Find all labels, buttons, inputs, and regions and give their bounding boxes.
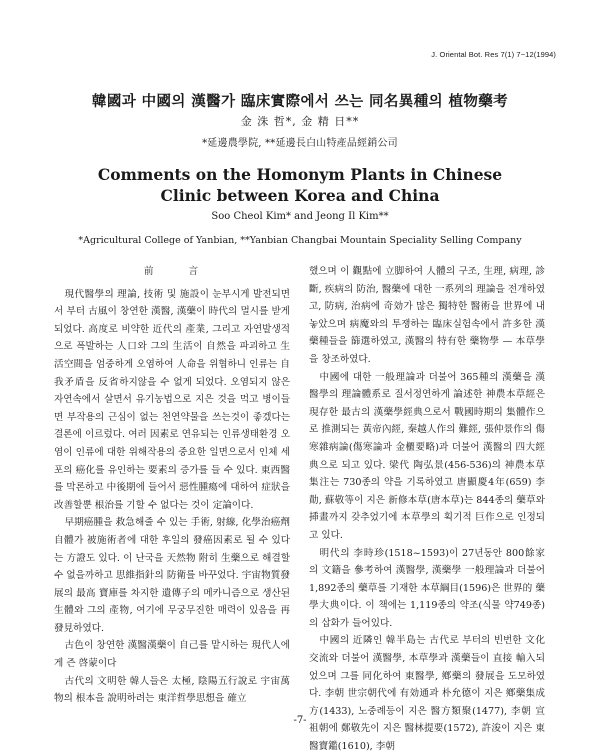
body-paragraph: 古代의 文明한 韓人들은 太極, 陰陽五行說로 宇宙萬物의 根本을 說明하려는 東洋哲學思想을 確立 <box>54 675 290 705</box>
korean-affiliation: *延邊農學院, **延邊長白山特產品經銷公司 <box>202 138 398 149</box>
journal-citation: J. Oriental Bot. Res 7(1) 7~12(1994) <box>431 50 556 59</box>
english-title-line-2: Clinic between Korea and China <box>160 186 440 205</box>
left-column <box>54 263 290 708</box>
korean-authors: 金 洙 哲*, 金 精 日** <box>240 115 360 128</box>
body-paragraph: 早期癌腫을 救急해줄 수 있는 手術, 射線, 化學治癌劑自體가 被施術者에 대한 후일의 發癌因素로 될 수 있다는 方證도 있다. 이 난국을 天然物 附히 生藥으로 해결할 수 없을까하고 思維指針의 防衛를 바꾸었다. 宇宙物質發展의 最高 寶庫를 차지한 遺傳子의 메카니즘으로 생산된 生體와 그의 產物, 여기에 무궁무진한 매력이 있음을 再發見하였다. <box>54 517 290 634</box>
english-affiliation: *Agricultural College of Yanbian, **Yanbian Changbai Mountain Speciality Selling Company <box>78 235 522 246</box>
body-paragraph: 했으며 이 觀點에 立脚하여 人體의 구조, 生理, 病理, 診斷, 疾病의 防治, 醫藥에 대한 一系列의 理論을 전개하였고, 防病, 治病에 奇効가 많은 獨特한 醫術을 世界에 내놓았으며 病魔와의 투쟁하는 臨床실험속에서 許多한 漢藥種들을 篩選하였고, 漢醫의 特有한 藥物學 — 本草學을 창조하였다. <box>309 266 545 365</box>
english-title <box>0 164 600 206</box>
body-paragraph: 現代醫學의 理論, 技術 및 施設이 눈부시게 발전되면서 부터 古風이 창연한 漢醫, 漢藥이 時代의 멀시를 받게되었다. 高度로 비약한 近代의 產業, 그리고 자연발생적으로 폭발하는 人口와 그의 生活이 自然을 파괴하고 生活空間을 엄중하게 오염하여 人命을 위협하니 인류는 自我矛盾을 反省하지않을 수 없게 되었다. 오염되지 않은 자연속에서 살면서 유기농법으로 지은 것을 먹고 병이들면 부작용의 근심이 없는 천연약물을 쓰는것이 좋겠다는 결론에 이르렀다. 여러 因素로 연유되는 인류생태환경 오염이 인류에 대한 위해작용의 중요한 일면으로서 인체 세포의 癌化를 유인하는 要素의 증가를 들 수 있다. 東西醫를 막론하고 中後期에 들어서 惡性腫瘍에 대하여 症狀을 改善할뿐 根治를 기할 수 없다는 것이 定論이다. <box>54 288 290 511</box>
section-heading: 前 言 <box>143 266 215 277</box>
page-number: -7- <box>293 715 307 726</box>
english-title-line-1: Comments on the Homonym Plants in Chinese <box>97 165 503 184</box>
body-paragraph: 明代의 李時珍(1518~1593)이 27년동안 800餘家의 文籍을 參考하여 漢醫學, 漢藥學 一般理論과 더불어 1,892종의 藥草를 기재한 本草綱目(1596)은 世界的 藥學大典이다. 이 책에는 1,119종의 약조(식물 약749종)의 삽화가 들어있다. <box>309 547 545 629</box>
english-authors: Soo Cheol Kim* and Jeong Il Kim** <box>211 211 389 222</box>
body-paragraph: 中國에 대한 一般理論과 더불어 365種의 漢藥을 漢醫學의 理論體系로 질서정연하게 論述한 神農本草經은 現存한 最古의 漢藥學經典으로서 戰國時期의 集體作으로 推測되는 黃帝內經, 秦越人作의 難經, 張仲景作의 傷寒雜病論(傷寒論과 金櫃要略)과 더불어 漢醫의 四大經典으로 되고 있다. 梁代 陶弘景(456-536)의 神農本草集注는 730종의 약을 기록하였고 唐顯慶4年(659) 李勣, 蘇敬等이 지은 新修本草(唐本草)는 844종의 藥草와 揷畫까지 갖추었기에 本草學의 획기적 巨作으로 인정되고 있다. <box>309 371 545 541</box>
body-paragraph: 古色이 창연한 漢醫漢藥이 自己를 맡시하는 現代人에게 즌 啓蒙이다 <box>54 640 290 670</box>
right-column <box>309 263 545 756</box>
body-paragraph: 中國의 近隣인 韓半島는 古代로 부터의 빈번한 文化交流와 더불어 漢醫學, 本草學과 漢藥들이 直接 輸入되었으며 그를 同化하여 東醫學, 鄕藥의 發展을 도모하였다. 李朝 世宗朝代에 有効通과 朴允德이 지은 鄕藥集成方(1433), 노중례등이 지은 醫方類聚(1477), 李朝 宣祖朝에 鄭敬先이 지은 醫林提要(1572), 許浚이 지은 東醫寶鑑(1610), 李朝 <box>309 635 545 753</box>
korean-title: 韓國과 中國의 漢醫가 臨床實際에서 쓰는 同名異種의 植物藥考 <box>91 93 509 110</box>
